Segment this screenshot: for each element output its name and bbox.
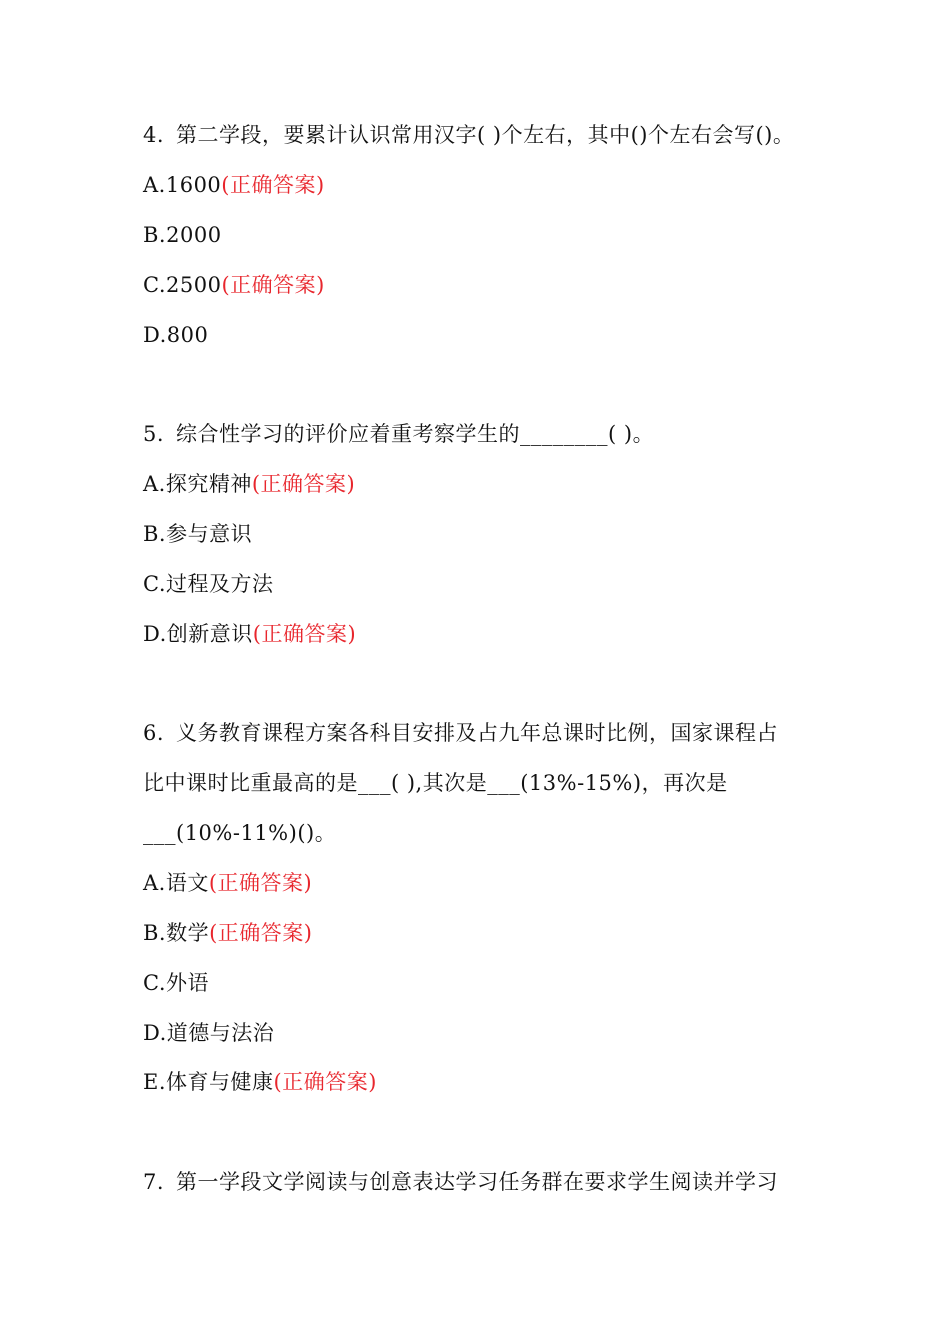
option-text: A.语文 — [143, 871, 209, 895]
correct-answer-mark: (正确答案) — [208, 871, 313, 895]
question-text: 义务教育课程方案各科目安排及占九年总课时比例，国家课程占 — [176, 721, 779, 745]
correct-answer-mark: (正确答案) — [209, 921, 313, 945]
question-5-stem — [143, 419, 654, 449]
option-text: C.外语 — [143, 971, 209, 995]
correct-answer-mark: (正确答案) — [273, 1070, 377, 1094]
option-4c — [143, 270, 325, 300]
option-6a — [143, 868, 312, 898]
option-4b — [143, 220, 222, 250]
option-text: B.数学 — [143, 921, 210, 945]
option-text: C.2500 — [143, 273, 222, 297]
question-number: 4. — [143, 123, 165, 147]
option-text: A.探究精神 — [143, 472, 252, 496]
option-text: D.800 — [143, 323, 209, 347]
option-4d — [143, 320, 208, 350]
option-text: E.体育与健康 — [143, 1070, 274, 1094]
option-6d — [143, 1018, 274, 1048]
question-7-stem — [143, 1167, 778, 1197]
option-text: C.过程及方法 — [143, 572, 274, 596]
option-text: B.参与意识 — [143, 522, 253, 546]
question-6-stem — [143, 718, 778, 748]
correct-answer-mark: (正确答案) — [251, 472, 356, 496]
question-text: ___(10%-11%)()。 — [143, 821, 337, 845]
option-5c — [143, 569, 274, 599]
question-number: 6. — [143, 721, 165, 745]
question-text: 第二学段，要累计认识常用汉字( )个左右，其中()个左右会写()。 — [176, 123, 795, 147]
question-text: 第一学段文学阅读与创意表达学习任务群在要求学生阅读并学习 — [176, 1170, 779, 1194]
option-4a — [143, 170, 325, 200]
question-text: 比中课时比重最高的是___( ),其次是___(13%-15%)，再次是 — [143, 771, 728, 795]
option-5d — [143, 619, 356, 649]
question-text: 综合性学习的评价应着重考察学生的________( )。 — [176, 422, 655, 446]
option-6c — [143, 968, 209, 998]
question-6-stem-line-2 — [143, 768, 728, 798]
option-text: D.道德与法治 — [143, 1021, 275, 1045]
option-5b — [143, 519, 252, 549]
option-text: A.1600 — [143, 173, 222, 197]
option-5a — [143, 469, 355, 499]
question-4-stem — [143, 120, 794, 150]
correct-answer-mark: (正确答案) — [221, 173, 325, 197]
question-6-stem-line-3 — [143, 818, 336, 848]
question-number: 5. — [143, 422, 165, 446]
option-6e — [143, 1067, 377, 1097]
correct-answer-mark: (正确答案) — [252, 622, 357, 646]
question-number: 7. — [143, 1170, 165, 1194]
option-text: D.创新意识 — [143, 622, 253, 646]
option-text: B.2000 — [143, 223, 222, 247]
option-6b — [143, 918, 313, 948]
correct-answer-mark: (正确答案) — [221, 273, 325, 297]
